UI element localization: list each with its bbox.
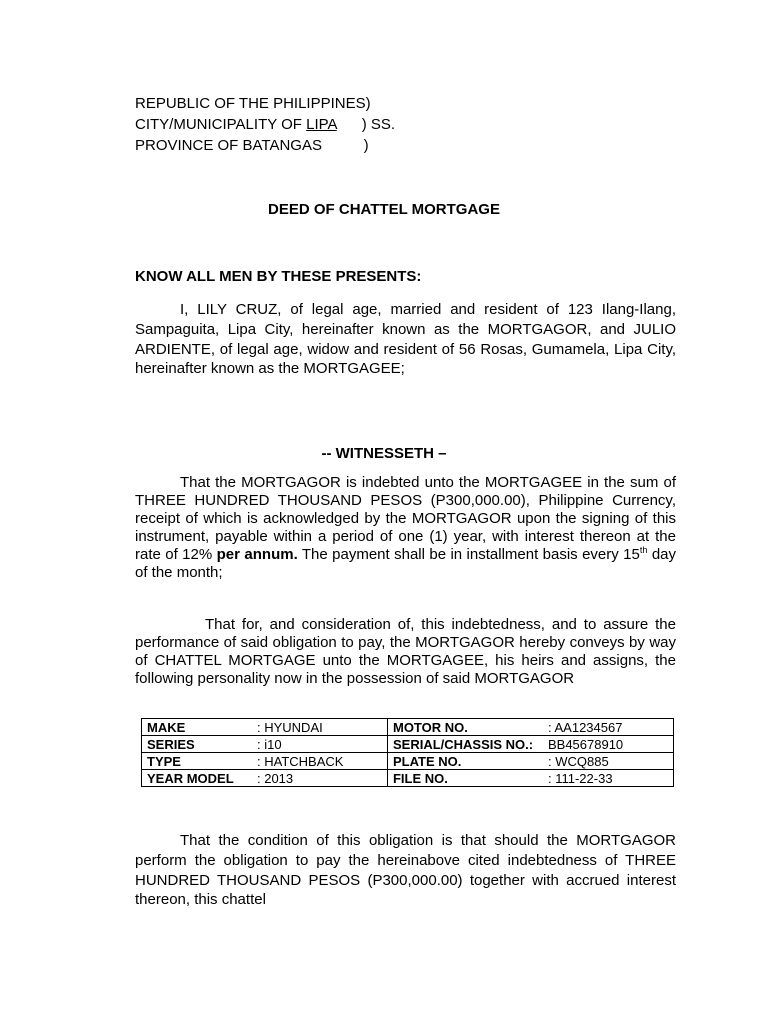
field-label: PLATE NO.	[392, 753, 462, 769]
right-cell	[387, 753, 673, 770]
table-row	[142, 736, 674, 753]
city-name: LIPA	[306, 116, 337, 133]
know-all-men-heading: KNOW ALL MEN BY THESE PRESENTS:	[135, 268, 422, 285]
field-label: YEAR MODEL	[147, 770, 234, 786]
field-value: : HATCHBACK	[257, 753, 344, 769]
right-cell	[387, 770, 673, 787]
field-value: : AA1234567	[547, 719, 623, 735]
caption-province: PROVINCE OF BATANGAS )	[135, 137, 369, 154]
condition-paragraph: That the condition of this obligation is that should the MORTGAGOR perform the obligation to pay the hereinabove cited indebtedness of THREE HUNDRED THOUSAND PESOS (P300,000.00) together with accrued interest thereon, this chattel	[135, 832, 676, 909]
per-annum-text: per annum.	[216, 546, 298, 563]
witnesseth-heading: -- WITNESSETH –	[321, 445, 447, 462]
field-label: TYPE	[147, 753, 181, 769]
left-cell	[142, 753, 388, 770]
field-label: MAKE	[147, 719, 186, 735]
left-cell	[142, 719, 388, 736]
table-row	[142, 753, 674, 770]
table-row	[142, 770, 674, 787]
field-value: : 2013	[257, 770, 294, 786]
field-value: : HYUNDAI	[257, 719, 323, 735]
field-value: BB45678910	[547, 736, 624, 752]
field-value: : 111-22-33	[547, 770, 613, 786]
field-label: SERIES	[147, 736, 195, 752]
right-cell	[387, 736, 673, 753]
document-title: DEED OF CHATTEL MORTGAGE	[268, 201, 500, 218]
caption-republic: REPUBLIC OF THE PHILIPPINES)	[135, 95, 371, 112]
field-label: FILE NO.	[392, 770, 448, 786]
conveyance-paragraph: That for, and consideration of, this indebtedness, and to assure the performance of said obligation to pay, the MORTGAGOR hereby conveys by way of CHATTEL MORTGAGE unto the MORTGAGEE, his heirs and assigns, the following personality now in the possession of said MORTGAGOR	[135, 616, 676, 687]
right-cell	[387, 719, 673, 736]
indebtedness-paragraph: That the MORTGAGOR is indebted unto the MORTGAGEE in the sum of THREE HUNDRED THOUSAND PESOS (P300,000.00), Philippine Currency, receipt of which is acknowledged by the MORTGAGOR upon the signing of this instrument, payable within a period of one (1) year, with interest thereon at the rate of 12% per annum. The payment shall be in installment basis every 15th day of the month;	[135, 474, 676, 581]
table-row	[142, 719, 674, 736]
left-cell	[142, 736, 388, 753]
field-value: : WCQ885	[547, 753, 609, 769]
field-value: : i10	[257, 736, 282, 752]
field-label: SERIAL/CHASSIS NO.:	[392, 736, 534, 752]
venue-caption	[135, 93, 395, 156]
left-cell	[142, 770, 388, 787]
vehicle-details-table	[141, 718, 674, 787]
caption-city: CITY/MUNICIPALITY OF LIPA ) SS.	[135, 116, 396, 133]
field-label: MOTOR NO.	[392, 719, 468, 735]
parties-paragraph: I, LILY CRUZ, of legal age, married and resident of 123 Ilang-Ilang, Sampaguita, Lipa City, hereinafter known as the MORTGAGOR, and JULIO ARDIENTE, of legal age, widow and resident of 56 Rosas, Gumamela, Lipa City, hereinafter known as the MORTGAGEE;	[135, 301, 676, 378]
